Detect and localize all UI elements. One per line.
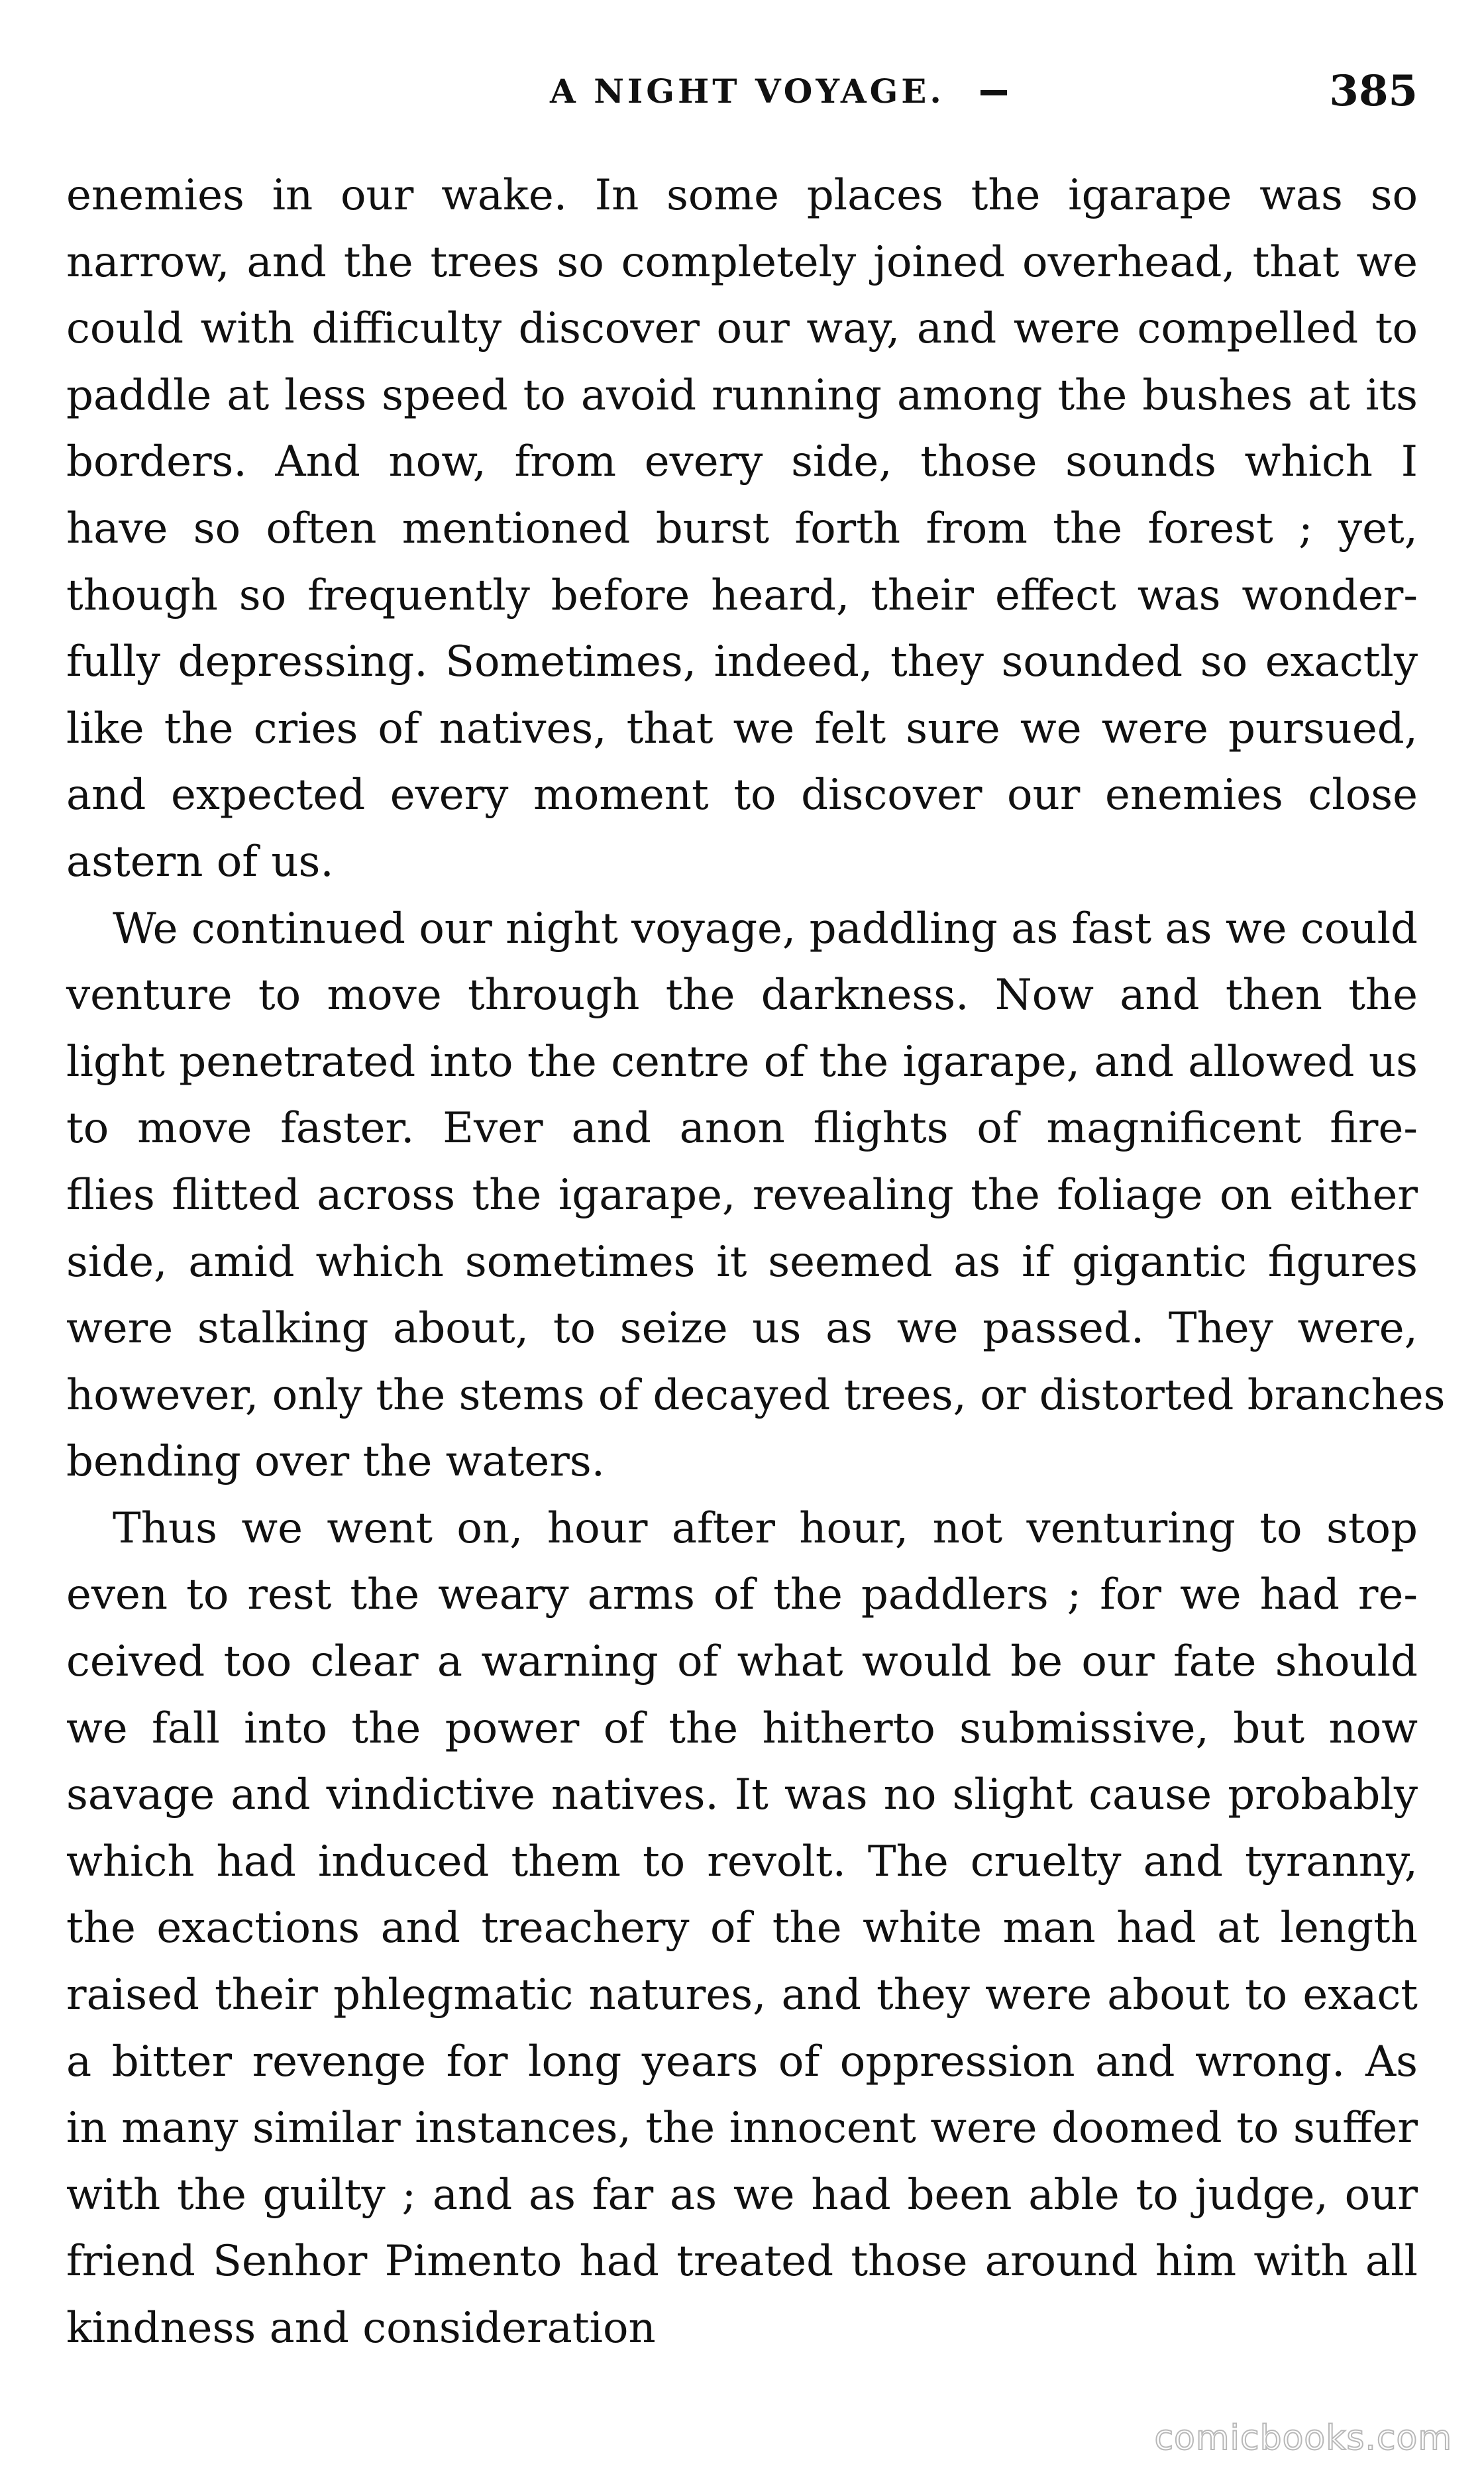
text-line: narrow, and the trees so completely joined overhead, that we [66, 237, 1418, 287]
running-head [66, 66, 1418, 119]
running-head-dash [980, 90, 1007, 95]
text-line: ceived too clear a warning of what would be our fate should [66, 1637, 1418, 1687]
text-line: have so often mentioned burst forth from the forest ; yet, [66, 504, 1418, 553]
text-line: like the cries of natives, that we felt sure we were pursued, [66, 704, 1418, 753]
text-line: the exactions and treachery of the white man had at length [66, 1904, 1418, 1953]
text-line: borders. And now, from every side, those sounds which I [66, 437, 1418, 487]
text-line: which had induced them to revolt. The cruelty and tyranny, [66, 1837, 1418, 1886]
text-line: in many similar instances, the innocent were doomed to suffer [66, 2104, 1418, 2153]
text-line: light penetrated into the centre of the igarape, and allowed us [66, 1037, 1418, 1087]
watermark: comicbooks.com [1154, 2418, 1452, 2458]
text-line: venture to move through the darkness. Now and then the [66, 971, 1418, 1020]
text-line: We continued our night voyage, paddling as fast as we could [113, 904, 1418, 953]
page-number: 385 [1329, 66, 1418, 116]
text-line: paddle at less speed to avoid running among the bushes at its [66, 370, 1418, 420]
text-line: kindness and consideration [66, 2304, 656, 2353]
text-line: raised their phlegmatic natures, and they were about to exact [66, 1970, 1418, 2020]
text-line: could with difficulty discover our way, and were compelled to [66, 304, 1418, 354]
text-line: though so frequently before heard, their effect was wonder- [66, 570, 1418, 620]
body-text [66, 162, 1446, 2362]
text-line: side, amid which sometimes it seemed as if gigantic figures [66, 1237, 1418, 1287]
text-line: we fall into the power of the hitherto submissive, but now [66, 1703, 1418, 1753]
text-line: fully depressing. Sometimes, indeed, they sounded so exactly [66, 637, 1418, 687]
text-line: even to rest the weary arms of the paddlers ; for we had re- [66, 1570, 1418, 1620]
text-line: however, only the stems of decayed trees, or distorted branches [66, 1370, 1446, 1420]
text-line: Thus we went on, hour after hour, not venturing to stop [113, 1503, 1418, 1553]
text-line: savage and vindictive natives. It was no slight cause probably [66, 1770, 1418, 1820]
text-line: a bitter revenge for long years of oppression and wrong. As [66, 2037, 1418, 2086]
text-line: enemies in our wake. In some places the igarape was so [66, 171, 1418, 220]
text-line: friend Senhor Pimento had treated those around him with all [66, 2237, 1418, 2287]
text-line: were stalking about, to seize us as we passed. They were, [66, 1304, 1418, 1354]
text-line: and expected every moment to discover our enemies close [66, 771, 1418, 820]
running-title: A NIGHT VOYAGE. [550, 72, 945, 111]
text-line: to move faster. Ever and anon flights of magnificent fire- [66, 1104, 1418, 1154]
text-line: astern of us. [66, 837, 334, 887]
text-line: bending over the waters. [66, 1437, 605, 1487]
text-line: flies flitted across the igarape, revealing the foliage on either [66, 1170, 1418, 1220]
text-line: with the guilty ; and as far as we had been able to judge, our [66, 2170, 1418, 2220]
